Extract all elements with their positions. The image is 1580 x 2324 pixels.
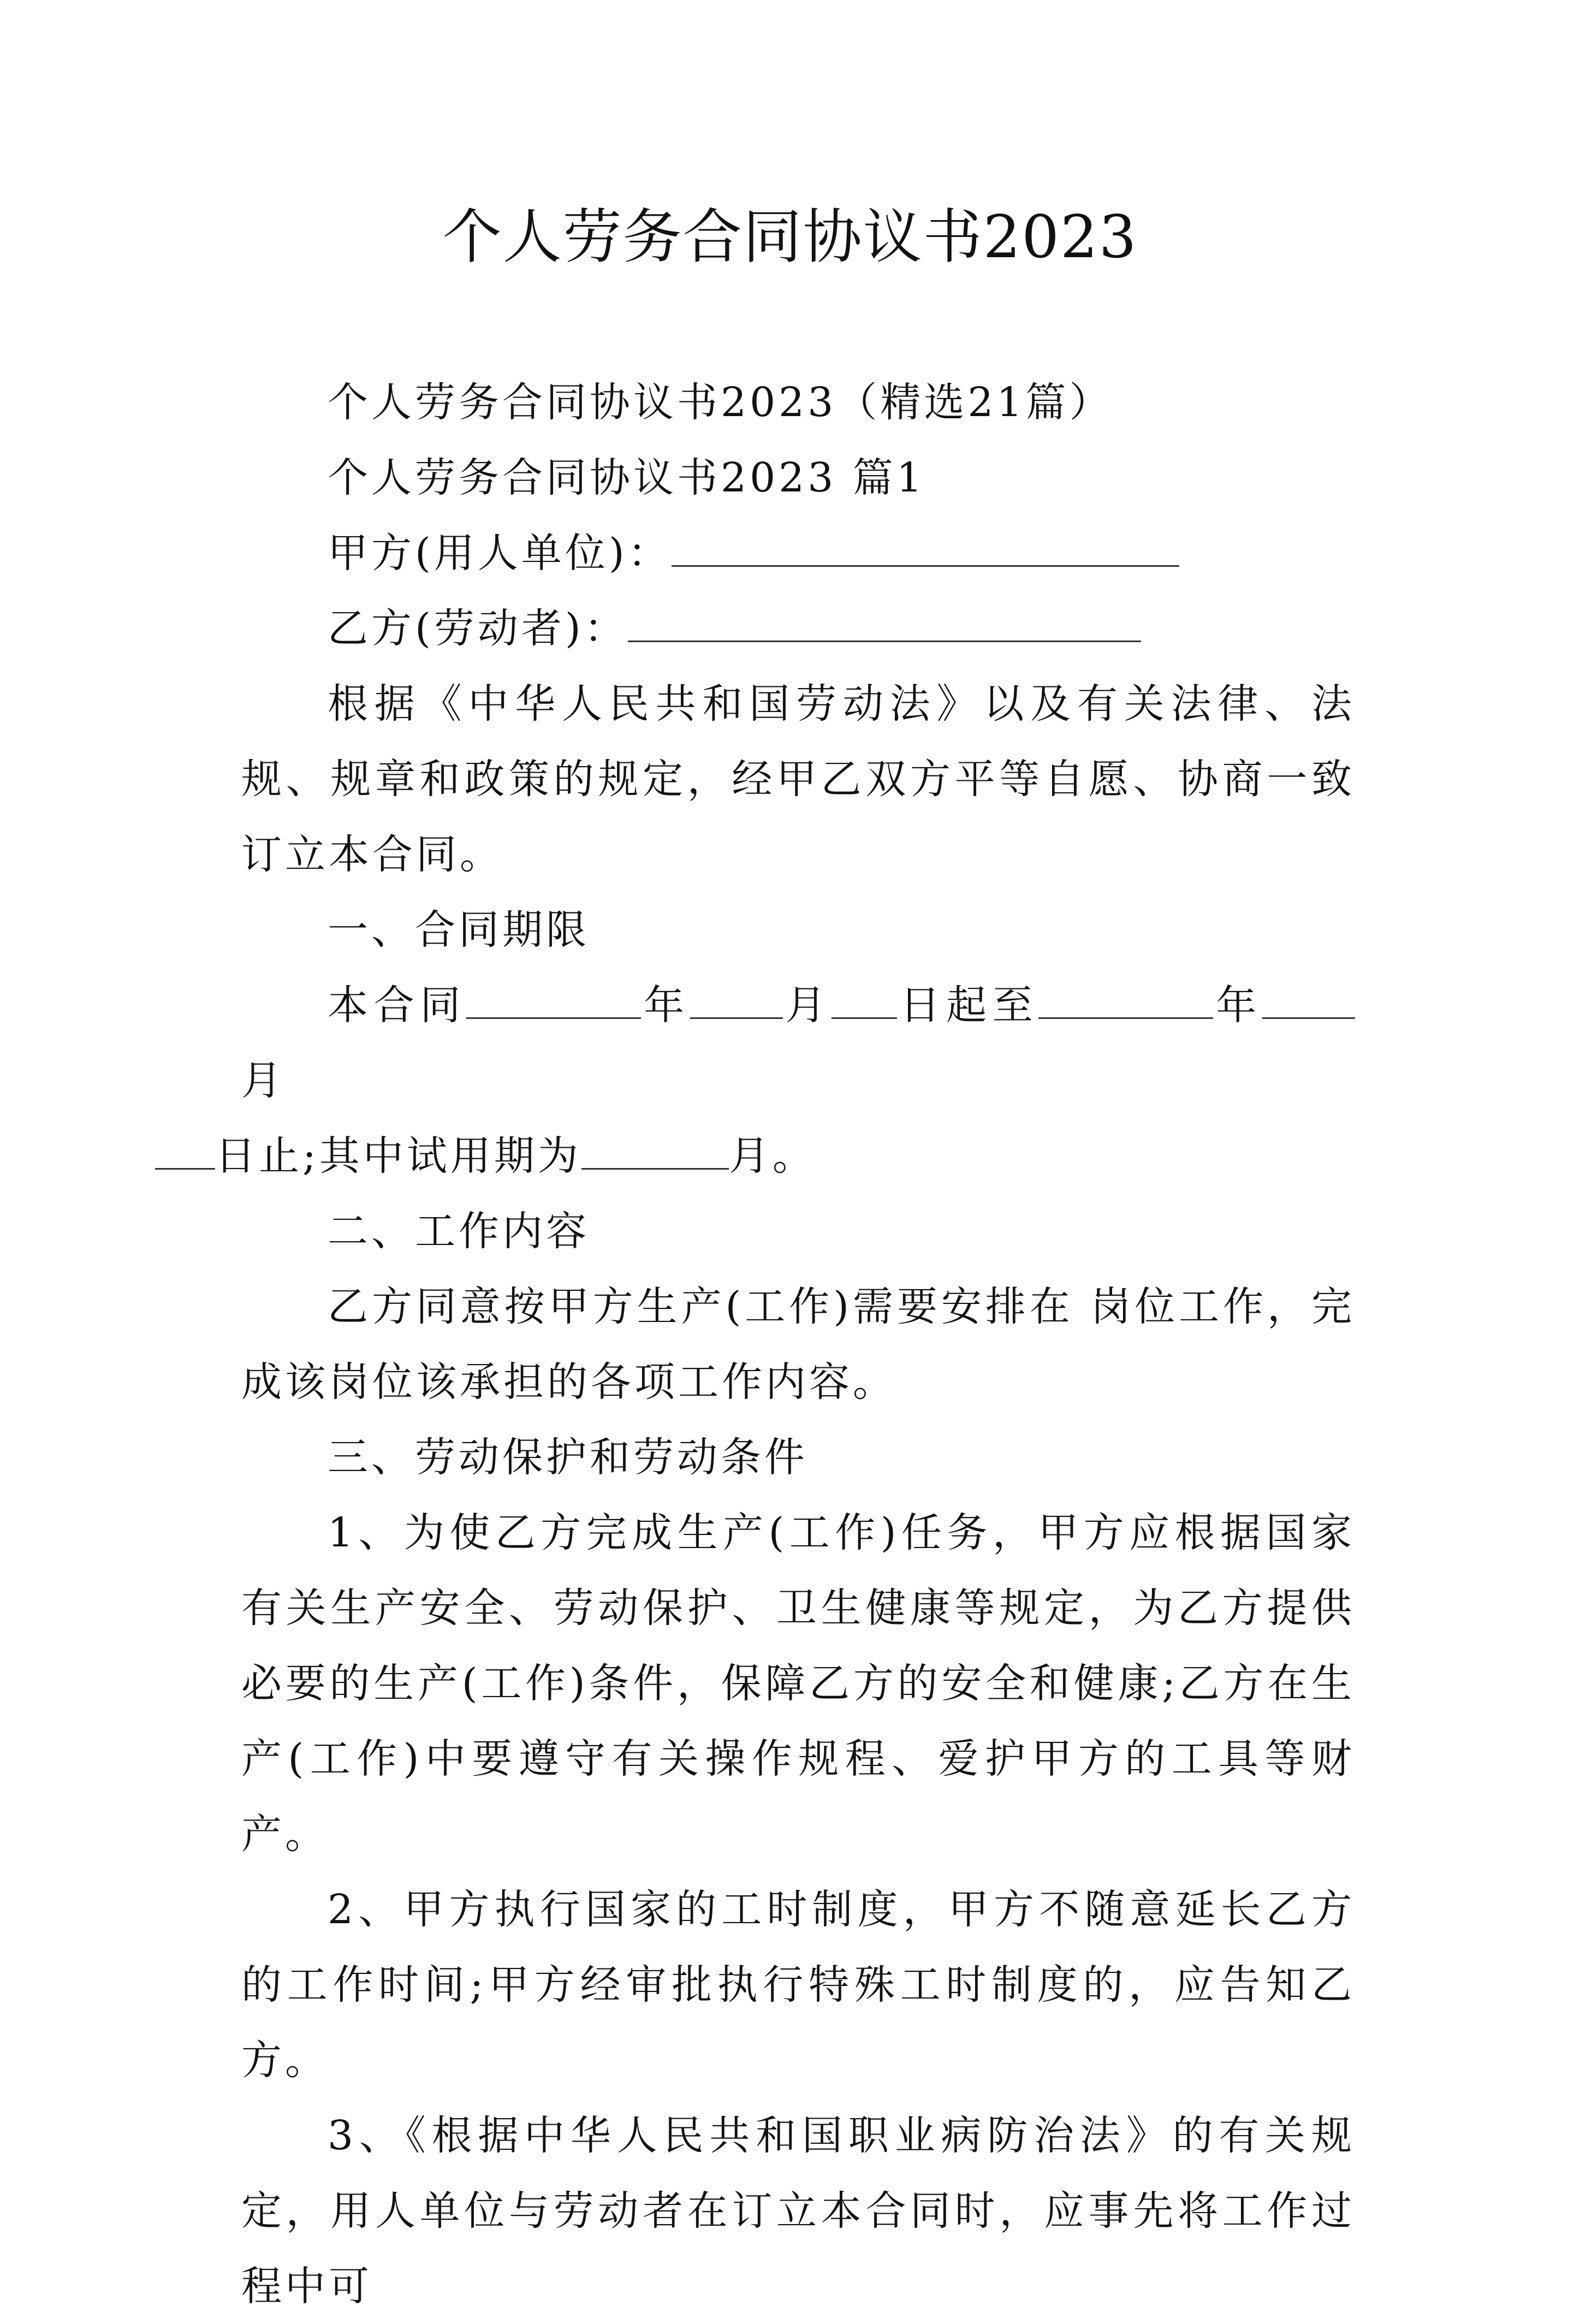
section-3-item-3: 3、《根据中华人民共和国职业病防治法》的有关规定，用人单位与劳动者在订立本合同时，应事先将工作过程中可 xyxy=(241,2112,1355,2310)
end-month-blank[interactable] xyxy=(1262,983,1355,1019)
party-b-label: 乙方(劳动者)： xyxy=(328,605,628,652)
start-day-blank[interactable] xyxy=(831,983,897,1019)
section-3-item-2: 2、甲方执行国家的工时制度，甲方不随意延长乙方的工作时间;甲方经审批执行特殊工时制度的，应告知乙方。 xyxy=(241,1886,1355,2084)
intro-paragraph: 根据《中华人民共和国劳动法》以及有关法律、法规、规章和政策的规定，经甲乙双方平等自愿、协商一致订立本合同。 xyxy=(241,680,1355,878)
subtitle: 个人劳务合同协议书2023（精选21篇） xyxy=(328,379,1113,426)
section-3-heading: 三、劳动保护和劳动条件 xyxy=(328,1434,808,1481)
term-text-2: 年 xyxy=(641,982,690,1029)
end-year-blank[interactable] xyxy=(1038,983,1213,1019)
party-a-blank[interactable] xyxy=(672,531,1179,567)
party-a-label: 甲方(用人单位)： xyxy=(328,530,672,577)
probation-blank[interactable] xyxy=(581,1134,729,1170)
end-day-blank[interactable] xyxy=(155,1134,215,1170)
term-text-5: 年 xyxy=(1213,982,1263,1029)
party-a-line xyxy=(241,515,1355,591)
document-title: 个人劳务合同协议书2023 xyxy=(442,203,1138,271)
document-body xyxy=(215,365,1355,2324)
term-text-7: 日止;其中试用期为 xyxy=(215,1133,581,1179)
party-b-blank[interactable] xyxy=(628,607,1141,642)
contract-term-paragraph xyxy=(215,968,1355,1194)
term-text-4: 日起至 xyxy=(897,982,1039,1029)
section-1-heading: 一、合同期限 xyxy=(328,906,590,953)
term-text-3: 月 xyxy=(782,982,832,1029)
section-2-heading: 二、工作内容 xyxy=(328,1208,590,1255)
start-month-blank[interactable] xyxy=(690,983,783,1019)
section-3-item-1: 1、为使乙方完成生产(工作)任务，甲方应根据国家有关生产安全、劳动保护、卫生健康等规定，为乙方提供必要的生产(工作)条件，保障乙方的安全和健康;乙方在生产(工作)中要遵守有关操作规程、爱护甲方的工具等财产。 xyxy=(241,1509,1355,1858)
term-text-8: 月。 xyxy=(728,1133,816,1179)
term-text-6: 月 xyxy=(241,1057,285,1104)
start-year-blank[interactable] xyxy=(466,983,641,1019)
party-b-line xyxy=(241,591,1355,666)
term-text-1: 本合同 xyxy=(328,982,467,1029)
section-2-body: 乙方同意按甲方生产(工作)需要安排在 岗位工作，完成该岗位该承担的各项工作内容。 xyxy=(241,1283,1355,1406)
section-heading: 个人劳务合同协议书2023 篇1 xyxy=(328,454,925,501)
